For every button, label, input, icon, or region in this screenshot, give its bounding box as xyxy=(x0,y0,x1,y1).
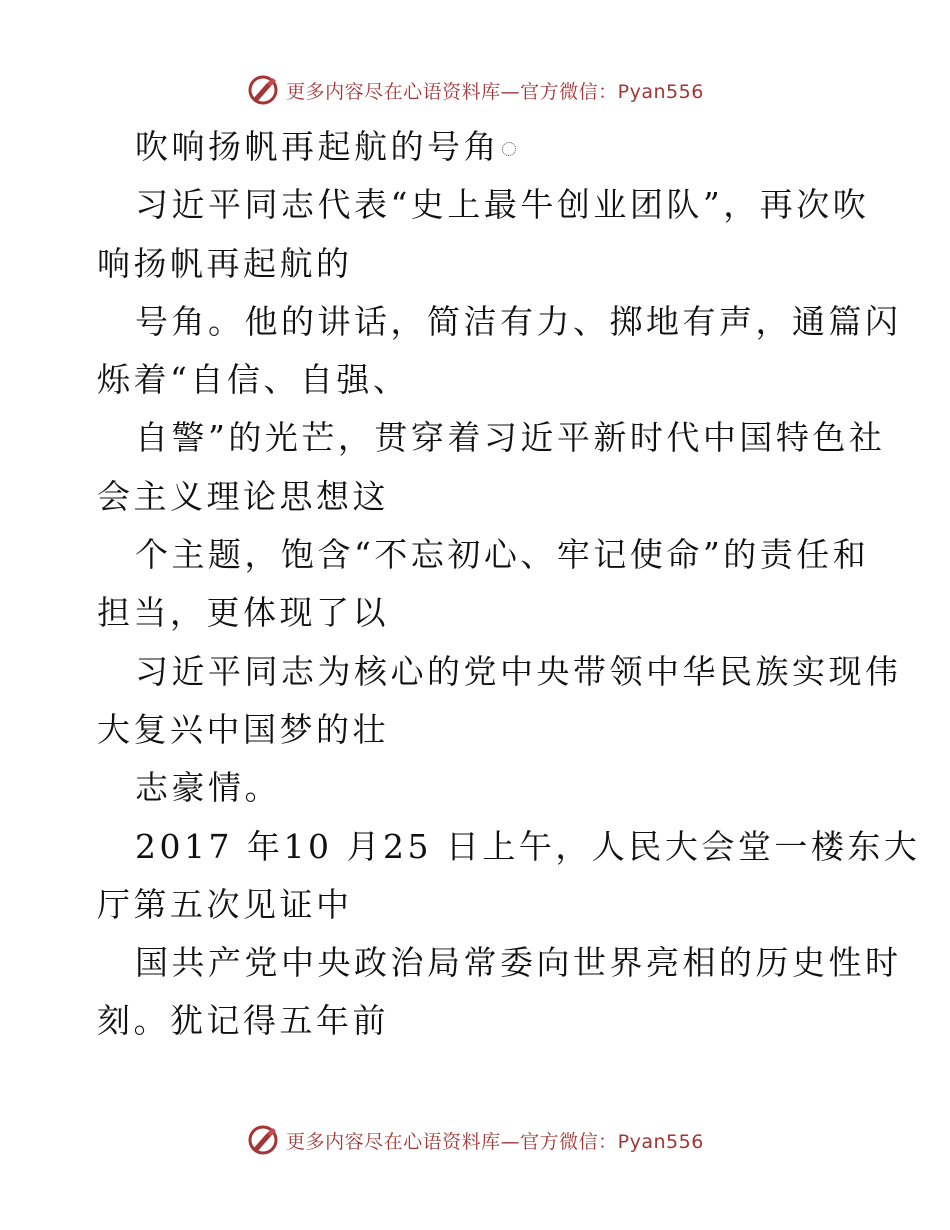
header-watermark-group xyxy=(246,73,704,107)
text-line-content: 号角。他的讲话，简洁有力、掷地有声，通篇闪 xyxy=(135,301,902,341)
text-line-content: 担当，更体现了以 xyxy=(97,593,389,633)
footer-watermark-text: 更多内容尽在心语资料库—官方微信：Pyan556 xyxy=(286,1130,704,1153)
text-line-content: 习近平同志代表“史上最牛创业团队”，再次吹 xyxy=(135,185,870,225)
text-line-content: 2017 年10 月25 日上午，人民大会堂一楼东大 xyxy=(135,826,921,866)
footer-watermark-group xyxy=(246,1123,704,1157)
text-line xyxy=(97,992,857,1050)
text-line xyxy=(97,526,870,584)
header-watermark xyxy=(0,70,950,110)
pen-circle-icon xyxy=(246,1123,280,1157)
text-line xyxy=(97,409,886,467)
text-line xyxy=(97,176,870,234)
text-line-content: 响扬帆再起航的 xyxy=(97,243,353,283)
text-line xyxy=(97,468,857,526)
text-line xyxy=(97,235,857,293)
text-line xyxy=(97,934,902,992)
text-line xyxy=(97,118,857,176)
text-line-content: 习近平同志为核心的党中央带领中华民族实现伟 xyxy=(135,651,902,691)
text-line xyxy=(97,701,857,759)
document-body xyxy=(97,118,921,1051)
header-watermark-text: 更多内容尽在心语资料库—官方微信：Pyan556 xyxy=(286,80,704,103)
footer-watermark xyxy=(0,1120,950,1160)
text-line-content: 吹响扬帆再起航的号角 xyxy=(135,127,500,166)
text-line-content: 会主义理论思想这 xyxy=(97,476,389,516)
text-line xyxy=(97,293,902,351)
placeholder-circle-icon xyxy=(502,142,516,156)
text-line xyxy=(97,818,921,876)
text-line xyxy=(97,759,857,817)
text-line xyxy=(97,876,857,934)
text-line-content: 烁着“自信、自强、 xyxy=(97,360,410,400)
text-line-content: 自警”的光芒，贯穿着习近平新时代中国特色社 xyxy=(135,418,886,458)
text-line-content: 志豪情。 xyxy=(135,768,281,808)
text-line xyxy=(97,643,902,701)
pen-circle-icon xyxy=(246,73,280,107)
text-line-content: 刻。犹记得五年前 xyxy=(97,1001,389,1041)
text-line xyxy=(97,351,857,409)
text-line xyxy=(97,584,857,642)
text-line-content: 国共产党中央政治局常委向世界亮相的历史性时 xyxy=(135,943,902,983)
text-line-content: 厅第五次见证中 xyxy=(97,884,353,924)
text-line-content: 个主题，饱含“不忘初心、牢记使命”的责任和 xyxy=(135,535,870,575)
text-line-content: 大复兴中国梦的壮 xyxy=(97,709,389,749)
